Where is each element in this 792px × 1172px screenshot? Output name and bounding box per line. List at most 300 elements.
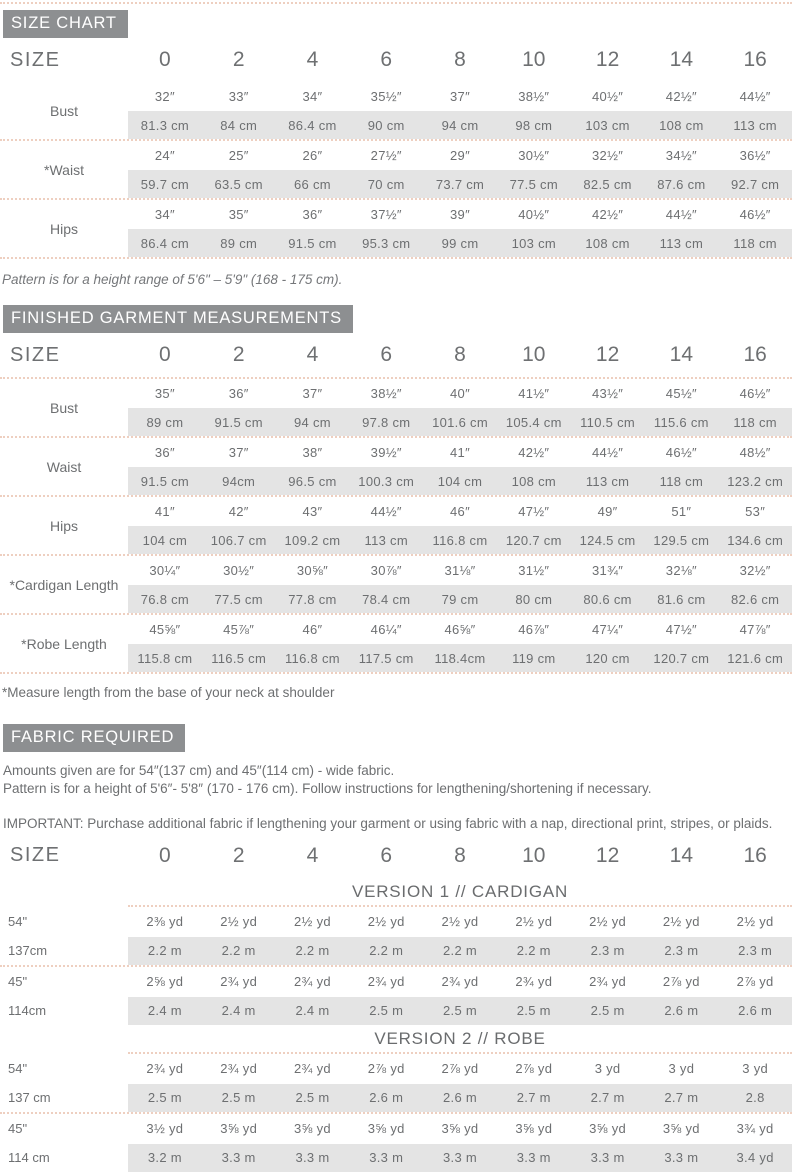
cm-value-cell: 120.7 cm (653, 650, 710, 666)
fabric-required-table (0, 834, 792, 1172)
cm-value-cell: 108 cm (659, 117, 704, 133)
inch-value-cell: 46½″ (739, 207, 771, 222)
cm-value-cell: 101.6 cm (432, 414, 488, 430)
fabric-value-cell: 2.5 m (147, 1090, 182, 1106)
fabric-value-cell: 2.2 m (295, 943, 330, 959)
cm-value-cell: 118 cm (733, 235, 777, 251)
measurement-row (0, 82, 792, 139)
size-number: 16 (743, 48, 767, 71)
fabric-value-cell: 2.5 m (221, 1090, 256, 1106)
cm-value-cell: 77.8 cm (288, 591, 337, 607)
size-number: 8 (454, 343, 466, 366)
fabric-value-cell: 2½ yd (367, 914, 405, 930)
cm-value-cell: 104 cm (437, 473, 483, 489)
centimeters-line (128, 644, 792, 672)
cm-value-cell: 63.5 cm (214, 176, 263, 192)
size-number: 6 (380, 343, 393, 366)
inch-value-cell: 31½″ (518, 563, 550, 578)
size-number: 12 (595, 48, 620, 71)
fabric-value-cell: 2.6 m (664, 1003, 699, 1019)
cm-value-cell: 87.6 cm (657, 176, 706, 192)
size-column-header: SIZE (10, 343, 61, 366)
fabric-value-cell: 2⅞ yd (441, 1061, 479, 1077)
inches-line (128, 200, 792, 229)
section-title-fabric-required: FABRIC REQUIRED (3, 724, 185, 752)
cm-value-cell: 113 cm (733, 117, 777, 133)
fabric-value-cell: 2.6 m (443, 1090, 478, 1106)
measurement-values (128, 82, 792, 139)
inch-value-cell: 49″ (597, 504, 618, 519)
fabric-important-note: IMPORTANT: Purchase additional fabric if lengthening your garment or using fabric with a nap, directional print, stripes, or plaids. (3, 816, 773, 832)
size-number: 0 (159, 843, 171, 867)
fabric-value-cell: 3.3 m (295, 1150, 330, 1166)
inches-line (128, 556, 792, 585)
fabric-value-cell: 2⅞ yd (515, 1061, 553, 1077)
fabric-row-label: 137 cm (0, 1084, 128, 1112)
cm-value-cell: 118 cm (659, 473, 704, 489)
fabric-value-cell: 2⅞ yd (367, 1061, 405, 1077)
cm-value-cell: 94cm (222, 473, 256, 489)
inches-line (128, 438, 792, 467)
fabric-value-cell: 3.4 yd (736, 1150, 774, 1166)
inch-value-cell: 53″ (745, 504, 766, 519)
centimeters-line (128, 526, 792, 554)
inch-value-cell: 46″ (450, 504, 470, 519)
inch-value-cell: 51″ (671, 504, 692, 519)
fabric-value-cell: 3.3 m (664, 1150, 699, 1166)
fabric-value-cell: 3.3 m (369, 1150, 404, 1166)
cm-value-cell: 118 cm (733, 414, 777, 430)
inch-value-cell: 30⅝″ (296, 563, 328, 578)
fabric-row-values (128, 967, 792, 997)
size-number: 14 (669, 843, 694, 867)
inch-value-cell: 27½″ (370, 148, 402, 163)
centimeters-line (128, 408, 792, 436)
measurement-row (0, 200, 792, 257)
centimeters-line (128, 111, 792, 139)
cm-value-cell: 81.6 cm (657, 591, 706, 607)
fabric-value-cell: 3⅝ yd (662, 1121, 700, 1137)
size-chart-table (0, 38, 792, 259)
cm-value-cell: 80.6 cm (583, 591, 632, 607)
fabric-row-label: 114 cm (0, 1144, 128, 1172)
cm-value-cell: 84 cm (220, 117, 258, 133)
size-number: 2 (232, 843, 245, 867)
inch-value-cell: 47½″ (665, 622, 697, 637)
inch-value-cell: 35″ (228, 207, 249, 222)
inch-value-cell: 41½″ (518, 386, 550, 401)
divider (0, 257, 792, 259)
measurement-values (128, 438, 792, 495)
fabric-value-cell: 2.4 m (221, 1003, 256, 1019)
cm-value-cell: 103 cm (585, 117, 630, 133)
cm-value-cell: 119 cm (512, 650, 556, 666)
fabric-value-cell: 2.8 (745, 1090, 765, 1106)
cm-value-cell: 120.7 cm (505, 532, 562, 548)
cm-value-cell: 113 cm (659, 235, 704, 251)
cm-value-cell: 86.4 cm (140, 235, 190, 251)
size-numbers (128, 844, 792, 868)
fabric-row (0, 1084, 792, 1112)
cm-value-cell: 106.7 cm (210, 532, 267, 548)
height-range-note: Pattern is for a height range of 5'6" – 5'9" (168 - 175 cm). (2, 272, 343, 287)
fabric-value-cell: 2¾ yd (515, 974, 553, 990)
measurement-values (128, 615, 792, 672)
inch-value-cell: 34½″ (665, 148, 697, 163)
inch-value-cell: 45⅝″ (149, 622, 181, 637)
size-number: 0 (159, 48, 171, 71)
cm-value-cell: 109.2 cm (284, 532, 341, 548)
cm-value-cell: 90 cm (367, 117, 405, 133)
inch-value-cell: 38½″ (518, 89, 550, 104)
centimeters-line (128, 467, 792, 495)
size-column-header: SIZE (10, 48, 61, 71)
size-number: 2 (232, 343, 245, 366)
cm-value-cell: 94 cm (441, 117, 479, 133)
inch-value-cell: 30½″ (518, 148, 550, 163)
inch-value-cell: 40½″ (518, 207, 550, 222)
cm-value-cell: 123.2 cm (727, 473, 784, 489)
cm-value-cell: 118.4cm (434, 650, 486, 666)
cm-value-cell: 70 cm (367, 176, 405, 192)
fabric-value-cell: 2⅝ yd (146, 974, 184, 990)
measurement-row-label: Hips (49, 517, 78, 534)
inch-value-cell: 39″ (450, 207, 470, 222)
inches-line (128, 141, 792, 170)
fabric-value-cell: 2.6 m (369, 1090, 404, 1106)
fabric-row (0, 997, 792, 1025)
fabric-value-cell: 2.6 m (738, 1003, 773, 1019)
fabric-value-cell: 2¾ yd (220, 974, 258, 990)
size-number: 0 (159, 343, 171, 366)
inch-value-cell: 37″ (450, 89, 470, 104)
measure-length-note: *Measure length from the base of your neck at shoulder (2, 685, 335, 700)
size-column-header: SIZE (10, 844, 61, 867)
fabric-row-label: 137cm (0, 937, 128, 965)
fabric-value-cell: 3⅝ yd (515, 1121, 553, 1137)
fabric-row (0, 1054, 792, 1084)
cm-value-cell: 117.5 cm (358, 650, 414, 666)
cm-value-cell: 116.8 cm (432, 532, 488, 548)
inch-value-cell: 35½″ (370, 89, 402, 104)
inch-value-cell: 32⅛″ (665, 563, 697, 578)
section-title-size-chart: SIZE CHART (3, 10, 128, 38)
cm-value-cell: 73.7 cm (435, 176, 485, 192)
fabric-value-cell: 3½ yd (146, 1121, 184, 1137)
size-number: 16 (743, 343, 767, 366)
fabric-value-cell: 2½ yd (589, 914, 627, 930)
inch-value-cell: 24″ (154, 148, 175, 163)
fabric-row-label: 45" (0, 1114, 128, 1144)
fabric-value-cell: 2.5 m (369, 1003, 404, 1019)
version-title: VERSION 1 // CARDIGAN (351, 881, 569, 901)
measurement-row-label: Bust (49, 399, 78, 416)
fabric-value-cell: 3 yd (742, 1061, 769, 1077)
inch-value-cell: 42½″ (592, 207, 624, 222)
fabric-value-cell: 3⅝ yd (589, 1121, 627, 1137)
fabric-value-cell: 2.2 m (516, 943, 551, 959)
size-number: 6 (380, 48, 393, 71)
fabric-value-cell: 2½ yd (515, 914, 553, 930)
cm-value-cell: 104 cm (142, 532, 188, 548)
fabric-value-cell: 2.3 m (664, 943, 699, 959)
fabric-value-cell: 2.2 m (443, 943, 478, 959)
size-number: 10 (522, 343, 546, 366)
fabric-value-cell: 2½ yd (662, 914, 700, 930)
measurement-row-label: Bust (49, 102, 78, 119)
cm-value-cell: 89 cm (220, 235, 258, 251)
measurement-row-label: Waist (46, 458, 82, 475)
cm-value-cell: 99 cm (441, 235, 479, 251)
inch-value-cell: 46⅝″ (444, 622, 476, 637)
cm-value-cell: 108 cm (511, 473, 557, 489)
inch-value-cell: 36″ (154, 445, 175, 460)
fabric-value-cell: 2¾ yd (367, 974, 405, 990)
centimeters-line (128, 585, 792, 613)
cm-value-cell: 76.8 cm (140, 591, 190, 607)
cm-value-cell: 115.6 cm (653, 414, 709, 430)
inch-value-cell: 31⅛″ (444, 563, 476, 578)
inch-value-cell: 46¼″ (370, 622, 402, 637)
fabric-value-cell: 2.2 m (147, 943, 182, 959)
fabric-value-cell: 3.3 m (590, 1150, 625, 1166)
fabric-value-cell: 3.2 m (147, 1150, 182, 1166)
inch-value-cell: 31¾″ (592, 563, 624, 578)
measurement-row-label: Hips (49, 220, 78, 237)
inch-value-cell: 37½″ (370, 207, 402, 222)
fabric-value-cell: 3.3 m (221, 1150, 256, 1166)
cm-value-cell: 91.5 cm (288, 235, 337, 251)
measurement-row (0, 438, 792, 495)
inch-value-cell: 41″ (450, 445, 470, 460)
fabric-value-cell: 2.5 m (443, 1003, 478, 1019)
inch-value-cell: 29″ (450, 148, 470, 163)
cm-value-cell: 82.5 cm (583, 176, 632, 192)
fabric-value-cell: 2.7 m (590, 1090, 625, 1106)
inch-value-cell: 34″ (154, 207, 175, 222)
measurement-row (0, 141, 792, 198)
fabric-value-cell: 2.5 m (516, 1003, 551, 1019)
fabric-row (0, 937, 792, 965)
inch-value-cell: 45⅞″ (223, 622, 255, 637)
inch-value-cell: 46½″ (739, 386, 771, 401)
inch-value-cell: 39½″ (370, 445, 402, 460)
size-number: 12 (595, 343, 620, 366)
inch-value-cell: 38½″ (370, 386, 402, 401)
inch-value-cell: 46″ (302, 622, 323, 637)
measurement-row (0, 556, 792, 613)
cm-value-cell: 110.5 cm (580, 414, 636, 430)
measurement-values (128, 497, 792, 554)
size-number: 4 (306, 343, 319, 366)
cm-value-cell: 116.5 cm (211, 650, 267, 666)
fabric-value-cell: 2½ yd (736, 914, 774, 930)
cm-value-cell: 66 cm (294, 176, 331, 192)
fabric-value-cell: 2.2 m (221, 943, 256, 959)
divider (0, 672, 792, 674)
cm-value-cell: 89 cm (146, 414, 184, 430)
inches-line (128, 615, 792, 644)
fabric-value-cell: 2¾ yd (220, 1061, 258, 1077)
fabric-value-cell: 2⅞ yd (662, 974, 700, 990)
size-header-row (0, 38, 792, 82)
inch-value-cell: 42″ (228, 504, 249, 519)
fabric-row-values (128, 1114, 792, 1144)
inch-value-cell: 47⅞″ (739, 622, 771, 637)
inch-value-cell: 32″ (154, 89, 175, 104)
inch-value-cell: 34″ (302, 89, 323, 104)
fabric-value-cell: 2⅜ yd (146, 914, 184, 930)
fabric-value-cell: 2⅞ yd (736, 974, 774, 990)
inch-value-cell: 42½″ (665, 89, 697, 104)
inch-value-cell: 30½″ (223, 563, 255, 578)
cm-value-cell: 82.6 cm (730, 591, 780, 607)
centimeters-line (128, 170, 792, 198)
fabric-row-label: 114cm (0, 997, 128, 1025)
measurement-row-label: *Robe Length (21, 635, 107, 652)
size-number: 4 (306, 48, 319, 71)
fabric-value-cell: 2.3 m (590, 943, 625, 959)
fabric-row (0, 1114, 792, 1144)
size-number: 14 (669, 343, 694, 366)
cm-value-cell: 124.5 cm (579, 532, 636, 548)
cm-value-cell: 103 cm (511, 235, 557, 251)
fabric-value-cell: 2.2 m (369, 943, 404, 959)
fabric-value-cell: 2¾ yd (441, 974, 479, 990)
fabric-value-cell: 2.7 m (516, 1090, 551, 1106)
size-number: 2 (232, 48, 245, 71)
measurement-row-label: *Waist (44, 161, 84, 178)
inch-value-cell: 44½″ (665, 207, 697, 222)
size-numbers (128, 343, 792, 367)
measurement-row-label: *Cardigan Length (9, 576, 119, 593)
inch-value-cell: 46½″ (665, 445, 697, 460)
inch-value-cell: 36½″ (739, 148, 771, 163)
size-number: 4 (306, 843, 319, 867)
inch-value-cell: 48½″ (739, 445, 771, 460)
fabric-value-cell: 3 yd (594, 1061, 621, 1077)
inch-value-cell: 30⅞″ (370, 563, 402, 578)
cm-value-cell: 81.3 cm (140, 117, 190, 133)
inch-value-cell: 40″ (450, 386, 470, 401)
fabric-value-cell: 3 yd (668, 1061, 695, 1077)
measurement-values (128, 141, 792, 198)
fabric-intro-text (3, 762, 792, 798)
cm-value-cell: 86.4 cm (288, 117, 337, 133)
fabric-value-cell: 3⅝ yd (367, 1121, 405, 1137)
cm-value-cell: 59.7 cm (140, 176, 190, 192)
cm-value-cell: 100.3 cm (358, 473, 415, 489)
fabric-value-cell: 2.4 m (147, 1003, 182, 1019)
measurement-row (0, 497, 792, 554)
divider (0, 2, 792, 4)
cm-value-cell: 108 cm (585, 235, 630, 251)
size-number: 14 (669, 48, 694, 71)
inch-value-cell: 41″ (154, 504, 175, 519)
cm-value-cell: 79 cm (441, 591, 479, 607)
cm-value-cell: 129.5 cm (653, 532, 710, 548)
fabric-value-cell: 3.3 m (443, 1150, 478, 1166)
measurement-row (0, 379, 792, 436)
size-number: 8 (454, 843, 466, 867)
pattern-size-chart-page (0, 2, 792, 1172)
cm-value-cell: 98 cm (515, 117, 553, 133)
inch-value-cell: 37″ (228, 445, 249, 460)
measurement-values (128, 556, 792, 613)
cm-value-cell: 80 cm (515, 591, 553, 607)
fabric-row-values (128, 937, 792, 965)
size-header-row (0, 333, 792, 377)
version-title: VERSION 2 // ROBE (374, 1028, 546, 1048)
inch-value-cell: 44½″ (739, 89, 771, 104)
size-number: 16 (743, 843, 767, 867)
cm-value-cell: 97.8 cm (362, 414, 411, 430)
inch-value-cell: 36″ (228, 386, 249, 401)
fabric-value-cell: 2.4 m (295, 1003, 330, 1019)
fabric-value-cell: 2¾ yd (146, 1061, 184, 1077)
cm-value-cell: 77.5 cm (509, 176, 558, 192)
cm-value-cell: 78.4 cm (362, 591, 411, 607)
fabric-row-label: 54" (0, 1054, 128, 1084)
inches-line (128, 82, 792, 111)
size-number: 10 (522, 843, 546, 867)
inch-value-cell: 25″ (228, 148, 249, 163)
fabric-value-cell: 3.3 m (516, 1150, 551, 1166)
section-title-finished-measurements: FINISHED GARMENT MEASUREMENTS (3, 305, 353, 333)
fabric-value-cell: 2.5 m (295, 1090, 330, 1106)
fabric-value-cell: 2½ yd (293, 914, 331, 930)
cm-value-cell: 113 cm (585, 473, 630, 489)
inch-value-cell: 43″ (302, 504, 323, 519)
fabric-value-cell: 2¾ yd (589, 974, 627, 990)
fabric-value-cell: 3⅝ yd (441, 1121, 479, 1137)
inch-value-cell: 46⅞″ (518, 622, 550, 637)
fabric-value-cell: 2.5 m (590, 1003, 625, 1019)
inch-value-cell: 47½″ (518, 504, 550, 519)
cm-value-cell: 91.5 cm (140, 473, 190, 489)
size-number: 6 (380, 843, 393, 867)
fabric-row-label: 45" (0, 967, 128, 997)
inch-value-cell: 40½″ (592, 89, 624, 104)
inch-value-cell: 36″ (302, 207, 323, 222)
cm-value-cell: 94 cm (294, 414, 331, 430)
inch-value-cell: 37″ (302, 386, 323, 401)
fabric-value-cell: 3⅝ yd (293, 1121, 331, 1137)
size-number: 8 (454, 48, 466, 71)
cm-value-cell: 115.8 cm (137, 650, 193, 666)
inch-value-cell: 44½″ (370, 504, 402, 519)
inch-value-cell: 44½″ (592, 445, 624, 460)
cm-value-cell: 116.8 cm (284, 650, 340, 666)
size-number: 10 (522, 48, 546, 71)
cm-value-cell: 95.3 cm (362, 235, 411, 251)
fabric-value-cell: 2.3 m (738, 943, 773, 959)
size-header-row (0, 834, 792, 878)
fabric-value-cell: 3¾ yd (736, 1121, 774, 1137)
fabric-value-cell: 2¾ yd (293, 1061, 331, 1077)
inch-value-cell: 35″ (154, 386, 175, 401)
centimeters-line (128, 229, 792, 257)
fabric-row (0, 907, 792, 937)
inch-value-cell: 38″ (302, 445, 323, 460)
inch-value-cell: 42½″ (518, 445, 550, 460)
fabric-intro-line1: Amounts given are for 54″(137 cm) and 45″(114 cm) - wide fabric. (3, 763, 395, 778)
inch-value-cell: 43½″ (592, 386, 624, 401)
inch-value-cell: 26″ (302, 148, 323, 163)
cm-value-cell: 77.5 cm (214, 591, 263, 607)
finished-measurements-table (0, 333, 792, 674)
cm-value-cell: 92.7 cm (730, 176, 780, 192)
